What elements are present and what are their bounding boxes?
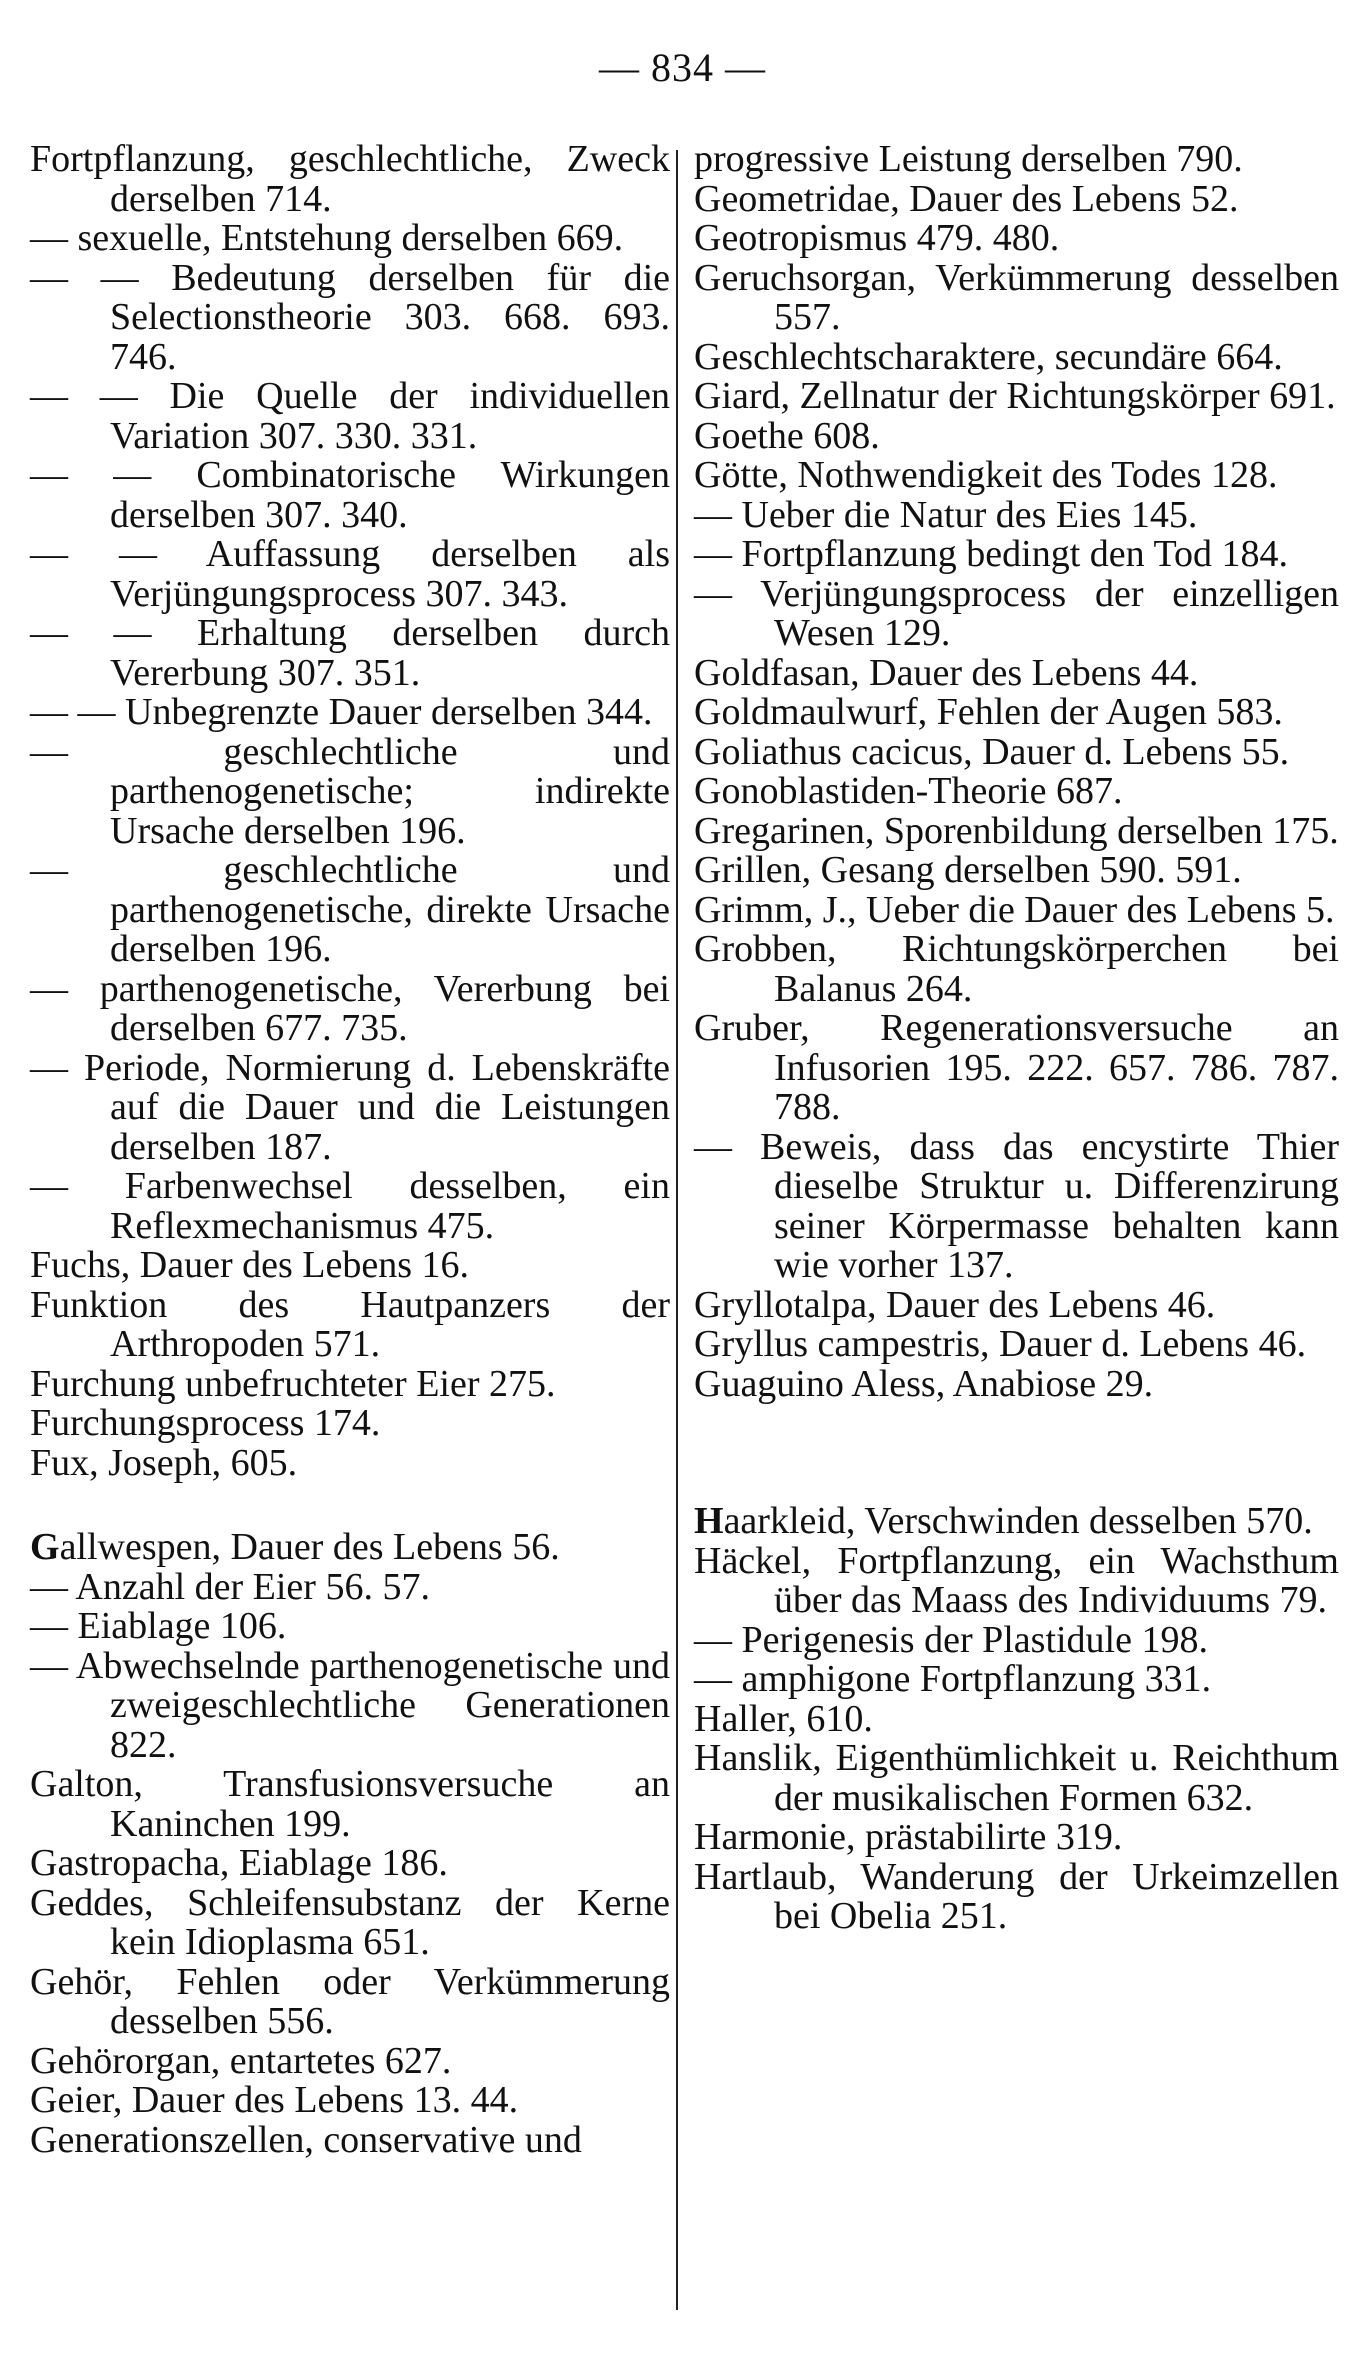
index-entry: Haarkleid, Verschwinden desselben 570. — [694, 1500, 1313, 1542]
index-entry: — — Erhaltung derselben durch Vererbung 307. 351. — [30, 612, 670, 694]
index-entry: — — Unbegrenzte Dauer derselben 344. — [30, 691, 653, 733]
index-entry: Götte, Nothwendigkeit des Todes 128. — [694, 454, 1278, 496]
index-entry: — Fortpflanzung bedingt den Tod 184. — [694, 533, 1289, 575]
index-entry: Goldfasan, Dauer des Lebens 44. — [694, 651, 1199, 694]
index-entry: Geddes, Schleifensubstanz der Kerne kein Idioplasma 651. — [30, 1881, 670, 1963]
index-entry: Furchungsprocess 174. — [30, 1402, 381, 1444]
index-entry: Giard, Zellnatur der Richtungskörper 691. — [694, 375, 1336, 417]
index-entry: Gonoblastiden-Theorie 687. — [694, 770, 1123, 812]
index-entry: Furchung unbefruchteter Eier 275. — [30, 1362, 556, 1405]
index-entry: Fortpflanzung, geschlechtliche, Zweck derselben 714. — [30, 138, 670, 220]
index-entry: — — Auffassung derselben als Verjüngungsprocess 307. 343. — [30, 533, 670, 615]
column-divider — [676, 150, 678, 2310]
index-entry: Haller, 610. — [694, 1697, 873, 1740]
index-entry: — Farbenwechsel desselben, ein Reflexmechanismus 475. — [30, 1165, 670, 1247]
index-entry: Grobben, Richtungskörperchen bei Balanus 264. — [694, 928, 1339, 1010]
index-entry: Hanslik, Eigenthümlichkeit u. Reichthum der musikalischen Formen 632. — [694, 1737, 1339, 1819]
index-entry: Geruchsorgan, Verkümmerung desselben 557. — [694, 256, 1339, 338]
index-entry: Harmonie, prästabilirte 319. — [694, 1816, 1123, 1858]
index-entry: Goliathus cacicus, Dauer d. Lebens 55. — [694, 730, 1290, 773]
index-entry: Gehörorgan, entartetes 627. — [30, 2039, 452, 2082]
section-gap — [694, 1404, 1339, 1502]
index-entry: Geometridae, Dauer des Lebens 52. — [694, 177, 1239, 220]
index-entry: — geschlechtliche und parthenogenetische; indirekte Ursache derselben 196. — [30, 730, 670, 852]
index-column-right — [694, 140, 1339, 1937]
index-entry: Goldmaulwurf, Fehlen der Augen 583. — [694, 691, 1283, 733]
index-entry: — Eiablage 106. — [30, 1605, 287, 1647]
index-entry: — Perigenesis der Plastidule 198. — [694, 1618, 1208, 1661]
index-entry: — Verjüngungsprocess der einzelligen Wesen 129. — [694, 572, 1339, 654]
index-entry: — amphigone Fortpflanzung 331. — [694, 1658, 1212, 1700]
index-entry: Guaguino Aless, Anabiose 29. — [694, 1362, 1154, 1405]
index-entry: Häckel, Fortpflanzung, ein Wachsthum über das Maass des Individuums 79. — [694, 1539, 1339, 1621]
index-entry: — — Bedeutung derselben für die Selectionstheorie 303. 668. 693. 746. — [30, 256, 670, 378]
index-entry: — geschlechtliche und parthenogenetische, direkte Ursache derselben 196. — [30, 849, 670, 970]
index-entry: — sexuelle, Entstehung derselben 669. — [30, 217, 624, 259]
index-entry: Geotropismus 479. 480. — [694, 217, 1060, 259]
section-initial: H — [694, 1500, 724, 1542]
index-entry: progressive Leistung derselben 790. — [694, 138, 1243, 180]
index-entry: — Abwechselnde parthenogenetische und zweigeschlechtliche Generationen 822. — [30, 1644, 670, 1766]
index-entry: Gregarinen, Sporenbildung derselben 175. — [694, 809, 1339, 852]
index-entry: — — Combinatorische Wirkungen derselben 307. 340. — [30, 454, 670, 536]
index-entry: — Beweis, dass das encystirte Thier dieselbe Struktur u. Differenzirung seiner Körpermasse behalten kann wie vorher 137. — [694, 1125, 1339, 1286]
index-entry: Galton, Transfusionsversuche an Kaninchen 199. — [30, 1763, 670, 1845]
index-entry: Gastropacha, Eiablage 186. — [30, 1842, 448, 1884]
index-entry: — Ueber die Natur des Eies 145. — [694, 493, 1198, 536]
index-entry: Gehör, Fehlen oder Verkümmerung desselben 556. — [30, 1960, 670, 2042]
index-entry: Geier, Dauer des Lebens 13. 44. — [30, 2079, 519, 2121]
index-entry: — Periode, Normierung d. Lebenskräfte auf die Dauer und die Leistungen derselben 187. — [30, 1046, 670, 1168]
index-entry: Gruber, Regenerationsversuche an Infusorien 195. 222. 657. 786. 787. 788. — [694, 1007, 1339, 1128]
index-entry: Geschlechtscharaktere, secundäre 664. — [694, 335, 1283, 378]
index-entry: Gryllotalpa, Dauer des Lebens 46. — [694, 1283, 1216, 1326]
section-gap — [30, 1483, 670, 1528]
index-entry: Goethe 608. — [694, 414, 880, 457]
page-number: — 834 — — [599, 45, 766, 90]
index-entry: Gallwespen, Dauer des Lebens 56. — [30, 1526, 560, 1568]
index-entry: Generationszellen, conservative und — [30, 2118, 582, 2161]
index-entry: Grillen, Gesang derselben 590. 591. — [694, 849, 1242, 891]
index-entry: Hartlaub, Wanderung der Urkeimzellen bei Obelia 251. — [694, 1855, 1339, 1937]
index-entry: Fux, Joseph, 605. — [30, 1441, 298, 1484]
index-column-left — [30, 140, 670, 2160]
index-entry: Funktion des Hautpanzers der Arthropoden 571. — [30, 1283, 670, 1365]
index-entry: — Anzahl der Eier 56. 57. — [30, 1565, 430, 1608]
index-entry: Fuchs, Dauer des Lebens 16. — [30, 1244, 470, 1286]
section-initial: G — [30, 1526, 60, 1568]
index-entry: — — Die Quelle der individuellen Variation 307. 330. 331. — [30, 375, 670, 457]
index-entry: Grimm, J., Ueber die Dauer des Lebens 5. — [694, 888, 1335, 931]
index-entry: — parthenogenetische, Vererbung bei derselben 677. 735. — [30, 967, 670, 1049]
index-entry: Gryllus campestris, Dauer d. Lebens 46. — [694, 1323, 1307, 1365]
